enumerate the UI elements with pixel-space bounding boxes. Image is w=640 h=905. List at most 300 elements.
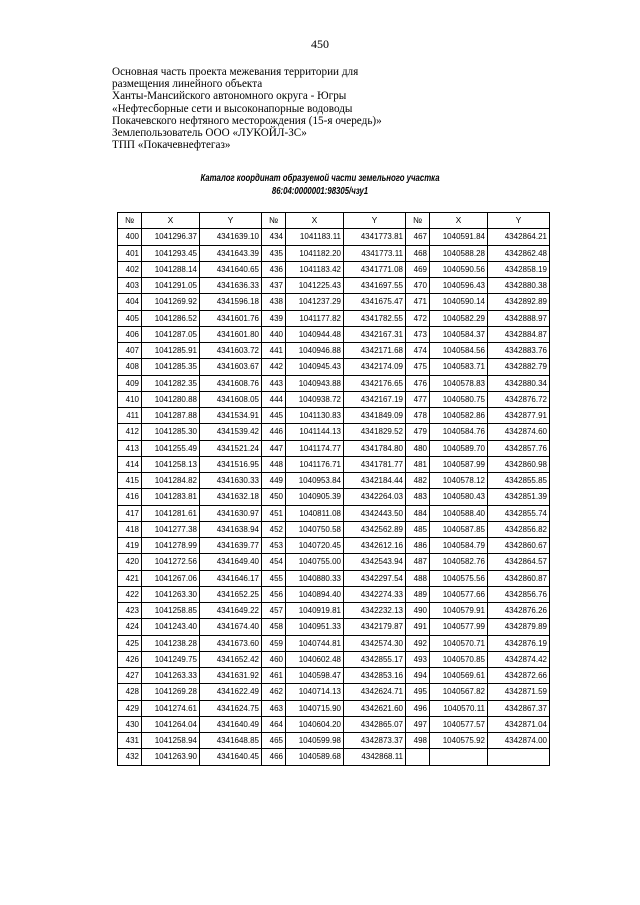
- cell-y: 4341603.67: [200, 359, 262, 375]
- cell-x: 1041285.91: [142, 343, 200, 359]
- cell-y: 4342888.97: [488, 310, 550, 326]
- header-cell-y: Y: [344, 213, 406, 229]
- cell-y: 4341675.47: [344, 294, 406, 310]
- table-row: [118, 326, 550, 342]
- table-row: [118, 651, 550, 667]
- cell-y: 4341781.77: [344, 456, 406, 472]
- cell-number: 493: [406, 651, 430, 667]
- cell-x: 1041288.14: [142, 261, 200, 277]
- table-row: [118, 554, 550, 570]
- cell-y: 4341624.75: [200, 700, 262, 716]
- cell-y: 4342877.91: [488, 408, 550, 424]
- table-row: [118, 749, 550, 765]
- cell-number: 409: [118, 375, 142, 391]
- table-row: [118, 278, 550, 294]
- cell-x: 1040589.70: [430, 440, 488, 456]
- cell-number: 426: [118, 651, 142, 667]
- catalog-title: Каталог координат образуемой части земельного участка: [200, 173, 440, 184]
- cell-x: 1041182.20: [286, 245, 344, 261]
- cell-number: 414: [118, 456, 142, 472]
- cell-y: 4342171.68: [344, 343, 406, 359]
- cell-y: 4341601.76: [200, 310, 262, 326]
- cell-x: 1040575.56: [430, 570, 488, 586]
- cell-number: 438: [262, 294, 286, 310]
- cell-y: 4342860.87: [488, 570, 550, 586]
- cell-number: 442: [262, 359, 286, 375]
- table-row: [118, 700, 550, 716]
- cell-y: 4342880.34: [488, 375, 550, 391]
- page-number: 450: [311, 37, 329, 51]
- cell-x: 1040580.75: [430, 391, 488, 407]
- cell-y: 4342868.11: [344, 749, 406, 765]
- cell-number: 470: [406, 278, 430, 294]
- cell-y: [488, 749, 550, 765]
- cell-number: 440: [262, 326, 286, 342]
- cell-number: 445: [262, 408, 286, 424]
- cell-y: 4342443.50: [344, 505, 406, 521]
- cell-number: 452: [262, 521, 286, 537]
- cell-number: 466: [262, 749, 286, 765]
- header-cell-number: №: [118, 213, 142, 229]
- cell-number: 459: [262, 635, 286, 651]
- cell-number: 467: [406, 229, 430, 245]
- cell-y: 4342851.39: [488, 489, 550, 505]
- cell-number: 430: [118, 716, 142, 732]
- cell-number: 455: [262, 570, 286, 586]
- cell-x: 1040744.81: [286, 635, 344, 651]
- cell-x: 1040578.12: [430, 473, 488, 489]
- cell-x: 1040714.13: [286, 684, 344, 700]
- cell-x: 1041283.81: [142, 489, 200, 505]
- cell-y: 4341539.42: [200, 424, 262, 440]
- cell-y: 4342562.89: [344, 521, 406, 537]
- header-line: Землепользователь ООО «ЛУКОЙЛ-ЗС»: [112, 127, 307, 140]
- cell-number: 446: [262, 424, 286, 440]
- cell-y: 4341782.55: [344, 310, 406, 326]
- table-row: [118, 294, 550, 310]
- header-line: размещения линейного объекта: [112, 78, 263, 91]
- cell-number: 454: [262, 554, 286, 570]
- cell-y: 4342865.07: [344, 716, 406, 732]
- cell-x: 1041183.11: [286, 229, 344, 245]
- cell-number: 444: [262, 391, 286, 407]
- cell-y: 4341636.33: [200, 278, 262, 294]
- cell-x: 1040938.72: [286, 391, 344, 407]
- cell-number: 423: [118, 603, 142, 619]
- cell-y: 4341631.92: [200, 668, 262, 684]
- cell-number: 482: [406, 473, 430, 489]
- cell-y: 4341646.17: [200, 570, 262, 586]
- table-row: [118, 424, 550, 440]
- cell-number: 487: [406, 554, 430, 570]
- cell-number: 495: [406, 684, 430, 700]
- cell-number: 428: [118, 684, 142, 700]
- table-row: [118, 391, 550, 407]
- cell-y: 4342855.85: [488, 473, 550, 489]
- cell-number: 491: [406, 619, 430, 635]
- cell-x: 1041269.92: [142, 294, 200, 310]
- cell-y: 4342867.37: [488, 700, 550, 716]
- cell-y: 4342872.66: [488, 668, 550, 684]
- header-cell-number: №: [406, 213, 430, 229]
- cell-y: 4342167.31: [344, 326, 406, 342]
- cell-y: 4342892.89: [488, 294, 550, 310]
- cell-y: 4342880.38: [488, 278, 550, 294]
- cell-y: 4341521.24: [200, 440, 262, 456]
- cell-x: 1040943.88: [286, 375, 344, 391]
- cell-y: 4341649.22: [200, 603, 262, 619]
- cell-number: [406, 749, 430, 765]
- cell-y: 4342864.57: [488, 554, 550, 570]
- cell-y: 4341652.42: [200, 651, 262, 667]
- cell-number: 480: [406, 440, 430, 456]
- cell-y: 4341608.05: [200, 391, 262, 407]
- cell-y: 4341649.40: [200, 554, 262, 570]
- cell-number: 461: [262, 668, 286, 684]
- cell-y: 4341643.39: [200, 245, 262, 261]
- table-row: [118, 684, 550, 700]
- cell-number: 478: [406, 408, 430, 424]
- coordinates-table: [117, 212, 550, 766]
- cell-y: 4342297.54: [344, 570, 406, 586]
- cell-x: 1040811.08: [286, 505, 344, 521]
- table-row: [118, 635, 550, 651]
- cell-y: 4342855.17: [344, 651, 406, 667]
- cell-x: 1040953.84: [286, 473, 344, 489]
- cell-number: 425: [118, 635, 142, 651]
- cell-number: 475: [406, 359, 430, 375]
- cell-y: 4341639.77: [200, 538, 262, 554]
- cell-number: 404: [118, 294, 142, 310]
- cell-x: 1040584.76: [430, 424, 488, 440]
- cell-number: 471: [406, 294, 430, 310]
- cell-x: 1040588.28: [430, 245, 488, 261]
- cell-y: 4341640.65: [200, 261, 262, 277]
- cell-x: 1041272.56: [142, 554, 200, 570]
- cell-y: 4342264.03: [344, 489, 406, 505]
- cell-number: 411: [118, 408, 142, 424]
- cell-y: 4342855.74: [488, 505, 550, 521]
- cell-number: 494: [406, 668, 430, 684]
- table-row: [118, 310, 550, 326]
- cell-number: 419: [118, 538, 142, 554]
- cell-number: 437: [262, 278, 286, 294]
- cell-y: 4341640.45: [200, 749, 262, 765]
- cell-x: 1041264.04: [142, 716, 200, 732]
- cell-y: 4341622.49: [200, 684, 262, 700]
- table-row: [118, 343, 550, 359]
- cell-x: 1040720.45: [286, 538, 344, 554]
- cell-y: 4341849.09: [344, 408, 406, 424]
- cell-number: 481: [406, 456, 430, 472]
- cell-y: 4342879.89: [488, 619, 550, 635]
- cell-x: 1041237.29: [286, 294, 344, 310]
- header-line: Ханты-Мансийского автономного округа - Югры: [112, 90, 347, 103]
- cell-x: 1040580.43: [430, 489, 488, 505]
- cell-number: 484: [406, 505, 430, 521]
- cell-number: 432: [118, 749, 142, 765]
- cell-number: 408: [118, 359, 142, 375]
- cell-number: 490: [406, 603, 430, 619]
- cell-x: 1041287.05: [142, 326, 200, 342]
- cell-x: 1040589.68: [286, 749, 344, 765]
- cell-y: 4341697.55: [344, 278, 406, 294]
- cell-y: 4342860.67: [488, 538, 550, 554]
- cell-y: 4341632.18: [200, 489, 262, 505]
- cell-x: 1041249.75: [142, 651, 200, 667]
- table-row: [118, 603, 550, 619]
- header-cell-x: X: [142, 213, 200, 229]
- cell-y: 4342184.44: [344, 473, 406, 489]
- cell-y: 4341639.10: [200, 229, 262, 245]
- cell-y: 4341638.94: [200, 521, 262, 537]
- cell-x: 1041263.90: [142, 749, 200, 765]
- cell-x: 1040587.85: [430, 521, 488, 537]
- cell-x: 1040596.43: [430, 278, 488, 294]
- cell-number: 462: [262, 684, 286, 700]
- cell-x: 1040583.71: [430, 359, 488, 375]
- cell-x: 1040590.14: [430, 294, 488, 310]
- cell-y: 4341771.08: [344, 261, 406, 277]
- cell-y: 4341516.95: [200, 456, 262, 472]
- cell-number: 406: [118, 326, 142, 342]
- cell-x: 1040598.47: [286, 668, 344, 684]
- cell-number: 486: [406, 538, 430, 554]
- cell-x: 1040582.29: [430, 310, 488, 326]
- cell-number: 429: [118, 700, 142, 716]
- cell-y: 4342874.00: [488, 733, 550, 749]
- cell-y: 4342179.87: [344, 619, 406, 635]
- cell-number: 435: [262, 245, 286, 261]
- cell-number: 449: [262, 473, 286, 489]
- cell-x: 1041274.61: [142, 700, 200, 716]
- cell-x: 1041144.13: [286, 424, 344, 440]
- cell-x: 1040591.84: [430, 229, 488, 245]
- cell-y: 4341673.60: [200, 635, 262, 651]
- cell-number: 483: [406, 489, 430, 505]
- cell-x: 1041258.13: [142, 456, 200, 472]
- cell-number: 407: [118, 343, 142, 359]
- cell-x: 1041225.43: [286, 278, 344, 294]
- cell-y: 4342176.65: [344, 375, 406, 391]
- cell-y: 4342856.76: [488, 586, 550, 602]
- cell-number: 412: [118, 424, 142, 440]
- cell-x: 1041281.61: [142, 505, 200, 521]
- cell-number: 403: [118, 278, 142, 294]
- table-row: [118, 619, 550, 635]
- cell-y: 4342871.04: [488, 716, 550, 732]
- cell-y: 4342876.26: [488, 603, 550, 619]
- header-line: ТПП «Покачевнефтегаз»: [112, 139, 231, 152]
- cell-number: 443: [262, 375, 286, 391]
- header-cell-y: Y: [488, 213, 550, 229]
- cell-number: 434: [262, 229, 286, 245]
- cell-number: 460: [262, 651, 286, 667]
- cell-x: 1041183.42: [286, 261, 344, 277]
- table-row: [118, 375, 550, 391]
- cell-x: 1040755.00: [286, 554, 344, 570]
- cell-x: 1041280.88: [142, 391, 200, 407]
- cell-x: 1041258.85: [142, 603, 200, 619]
- cell-number: 476: [406, 375, 430, 391]
- table-row: [118, 473, 550, 489]
- cell-y: 4342856.82: [488, 521, 550, 537]
- cell-number: 497: [406, 716, 430, 732]
- cell-y: 4341784.80: [344, 440, 406, 456]
- cell-number: 422: [118, 586, 142, 602]
- header-line: «Нефтесборные сети и высоконапорные водоводы: [112, 102, 353, 115]
- cell-y: 4341652.25: [200, 586, 262, 602]
- table-row: [118, 440, 550, 456]
- cell-number: 415: [118, 473, 142, 489]
- cell-number: 488: [406, 570, 430, 586]
- cell-number: 400: [118, 229, 142, 245]
- header-cell-y: Y: [200, 213, 262, 229]
- cell-x: 1040951.33: [286, 619, 344, 635]
- cell-x: 1040894.40: [286, 586, 344, 602]
- cell-number: 465: [262, 733, 286, 749]
- table-row: [118, 245, 550, 261]
- table-row: [118, 408, 550, 424]
- cell-x: 1041130.83: [286, 408, 344, 424]
- cell-number: 401: [118, 245, 142, 261]
- catalog-title-block: [70, 172, 569, 198]
- header-cell-x: X: [286, 213, 344, 229]
- cell-x: 1040582.86: [430, 408, 488, 424]
- cell-x: 1040567.82: [430, 684, 488, 700]
- cell-x: 1041174.77: [286, 440, 344, 456]
- cell-x: 1040577.57: [430, 716, 488, 732]
- cell-y: 4342876.72: [488, 391, 550, 407]
- cell-x: 1040584.79: [430, 538, 488, 554]
- cell-number: 405: [118, 310, 142, 326]
- cell-y: 4341630.33: [200, 473, 262, 489]
- cell-number: 456: [262, 586, 286, 602]
- cell-y: 4342873.37: [344, 733, 406, 749]
- cell-y: 4341596.18: [200, 294, 262, 310]
- cell-number: 418: [118, 521, 142, 537]
- cell-y: 4342874.42: [488, 651, 550, 667]
- cell-number: 436: [262, 261, 286, 277]
- cell-y: 4342621.60: [344, 700, 406, 716]
- cell-y: 4342858.19: [488, 261, 550, 277]
- cell-x: 1040584.56: [430, 343, 488, 359]
- cell-y: 4342882.79: [488, 359, 550, 375]
- document-header: [112, 66, 532, 151]
- cell-x: 1040569.61: [430, 668, 488, 684]
- cell-x: 1041243.40: [142, 619, 200, 635]
- cell-x: 1040602.48: [286, 651, 344, 667]
- cell-x: 1040579.91: [430, 603, 488, 619]
- cell-x: 1041263.33: [142, 668, 200, 684]
- cell-number: 464: [262, 716, 286, 732]
- cell-x: 1040582.76: [430, 554, 488, 570]
- cell-number: 473: [406, 326, 430, 342]
- cell-y: 4342543.94: [344, 554, 406, 570]
- cell-y: 4342274.33: [344, 586, 406, 602]
- cell-x: 1040945.43: [286, 359, 344, 375]
- table-row: [118, 489, 550, 505]
- cell-y: 4341534.91: [200, 408, 262, 424]
- cell-x: 1041291.05: [142, 278, 200, 294]
- cell-number: 402: [118, 261, 142, 277]
- table-row: [118, 716, 550, 732]
- cell-y: 4341640.49: [200, 716, 262, 732]
- cell-number: 472: [406, 310, 430, 326]
- cell-number: 413: [118, 440, 142, 456]
- cell-y: 4342612.16: [344, 538, 406, 554]
- cell-y: 4342624.71: [344, 684, 406, 700]
- cell-x: 1041278.99: [142, 538, 200, 554]
- cell-number: 417: [118, 505, 142, 521]
- table-row: [118, 538, 550, 554]
- cell-number: 477: [406, 391, 430, 407]
- cell-y: 4342860.98: [488, 456, 550, 472]
- cell-number: 447: [262, 440, 286, 456]
- cell-y: 4342857.76: [488, 440, 550, 456]
- cell-y: 4342174.09: [344, 359, 406, 375]
- table-row: [118, 521, 550, 537]
- cell-number: 424: [118, 619, 142, 635]
- cell-y: 4342876.19: [488, 635, 550, 651]
- cell-x: 1040946.88: [286, 343, 344, 359]
- cell-number: 498: [406, 733, 430, 749]
- cell-x: 1040880.33: [286, 570, 344, 586]
- cell-x: 1041285.30: [142, 424, 200, 440]
- cell-y: 4341829.52: [344, 424, 406, 440]
- cell-y: 4342232.13: [344, 603, 406, 619]
- cell-number: 489: [406, 586, 430, 602]
- table-row: [118, 570, 550, 586]
- cell-number: 439: [262, 310, 286, 326]
- cell-number: 474: [406, 343, 430, 359]
- cell-number: 485: [406, 521, 430, 537]
- cell-x: 1041284.82: [142, 473, 200, 489]
- cell-x: 1040570.11: [430, 700, 488, 716]
- catalog-subtitle: 86:04:0000001:98305/чзу1: [271, 186, 369, 197]
- cell-number: 479: [406, 424, 430, 440]
- cell-x: 1041177.82: [286, 310, 344, 326]
- cell-x: 1041285.35: [142, 359, 200, 375]
- cell-x: 1040944.48: [286, 326, 344, 342]
- cell-number: 458: [262, 619, 286, 635]
- cell-y: 4341630.97: [200, 505, 262, 521]
- cell-x: 1041258.94: [142, 733, 200, 749]
- cell-number: 463: [262, 700, 286, 716]
- table-header-row: [118, 213, 550, 229]
- cell-number: 496: [406, 700, 430, 716]
- cell-y: 4341601.80: [200, 326, 262, 342]
- cell-x: 1040570.71: [430, 635, 488, 651]
- cell-number: 492: [406, 635, 430, 651]
- cell-number: 469: [406, 261, 430, 277]
- cell-x: 1040715.90: [286, 700, 344, 716]
- cell-x: 1040577.66: [430, 586, 488, 602]
- cell-x: 1040905.39: [286, 489, 344, 505]
- table-row: [118, 261, 550, 277]
- table-row: [118, 733, 550, 749]
- cell-number: 431: [118, 733, 142, 749]
- table-row: [118, 668, 550, 684]
- cell-y: 4341674.40: [200, 619, 262, 635]
- cell-x: 1041293.45: [142, 245, 200, 261]
- cell-y: 4341773.11: [344, 245, 406, 261]
- header-cell-number: №: [262, 213, 286, 229]
- cell-x: 1040599.98: [286, 733, 344, 749]
- cell-x: [430, 749, 488, 765]
- cell-number: 468: [406, 245, 430, 261]
- cell-y: 4342883.76: [488, 343, 550, 359]
